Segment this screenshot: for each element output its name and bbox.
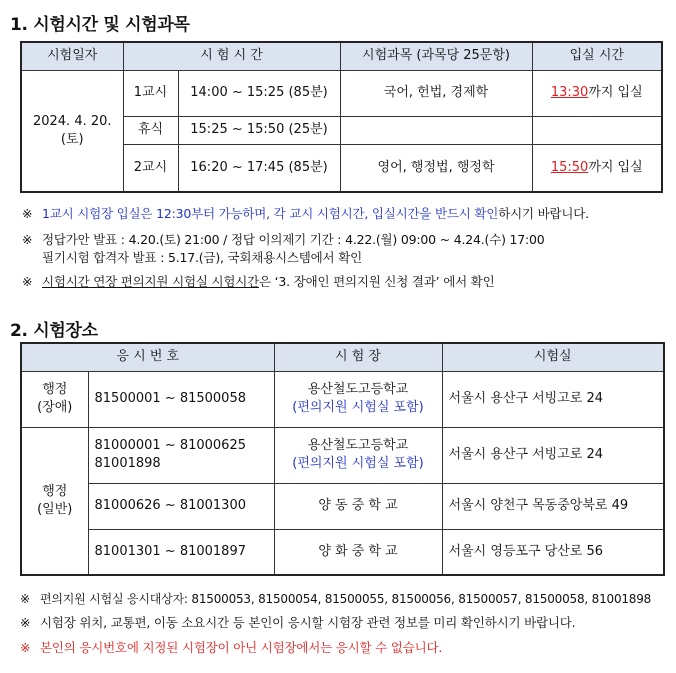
note-results-line2: 필기시험 합격자 발표 : 5.17.(금), 국회채용시스템에서 확인 [42,250,362,265]
note-location [20,614,575,632]
venue-cell [274,529,442,575]
numbers-cell [88,483,274,529]
venue-cell [274,371,442,427]
entry-cell [532,144,662,192]
entry-suffix: 까지 입실 [588,85,643,101]
schedule-header-row [21,42,662,70]
entry-time: 13:30 [550,85,589,101]
note-mark: ※ [20,615,31,630]
number-range: 81000001 ~ 81000625 [94,438,246,454]
venue-name: 양 화 중 학 교 [318,543,398,559]
note-mark: ※ [20,640,31,655]
group-sublabel: (장애) [37,400,73,415]
exam-venue-table [20,342,665,576]
group-sublabel: (일반) [37,501,73,517]
venue-row [21,371,664,427]
venue-name: 용산철도고등학교 [307,382,409,398]
time-cell: 16:20 ~ 17:45 (85분) [178,144,340,192]
section2-title: 2. 시험장소 [10,321,98,341]
group-general [21,427,88,575]
subjects-cell [340,116,532,144]
period-cell: 휴식 [123,116,178,144]
note-extension-rest: 은 ‘3. 장애인 편의지원 신청 결과’ 에서 확인 [258,274,495,289]
numbers-cell [88,371,274,427]
note-mark: ※ [22,274,33,289]
note-warning-text: 본인의 응시번호에 지정된 시험장이 아닌 시험장에서는 응시할 수 없습니다. [40,640,443,655]
exam-schedule-table [20,41,663,193]
numbers-cell [88,427,274,483]
venue-name: 양 동 중 학 교 [318,498,398,514]
note-entry-rest: 하시기 바랍니다. [498,206,589,221]
group-label: 행정 [42,382,68,398]
subjects-cell: 영어, 행정법, 행정학 [340,144,532,192]
number-range: 81500001 ~ 81500058 [94,391,246,407]
group-label: 행정 [42,484,68,500]
numbers-cell [88,529,274,575]
venue-row [21,483,664,529]
venue-row [21,427,664,483]
header-time: 시 험 시 간 [123,42,340,70]
period-cell: 1교시 [123,70,178,116]
venue-cell [274,427,442,483]
venue-name: 용산철도고등학교 [307,438,409,454]
note-mark: ※ [22,232,33,247]
address-cell: 서울시 용산구 서빙고로 24 [442,371,664,427]
header-venue: 시 험 장 [274,343,442,371]
exam-date-cell [21,70,123,192]
number-range: 81000626 ~ 81001300 [94,498,246,514]
number-extra: 81001898 [94,456,161,471]
venue-cell [274,483,442,529]
header-subjects: 시험과목 (과목당 25문항) [340,42,532,70]
note-mark: ※ [20,592,30,606]
note-results [22,231,545,267]
period-cell: 2교시 [123,144,178,192]
header-date: 시험일자 [21,42,123,70]
address-cell: 서울시 양천구 목동중앙북로 49 [442,483,664,529]
venue-note: (편의지원 시험실 포함) [292,400,424,415]
note-support-list [20,590,651,608]
note-extension-link: 시험시간 연장 편의지원 시험실 시험시간 [42,274,259,289]
header-numbers: 응 시 번 호 [21,343,274,371]
entry-time: 15:50 [550,159,589,175]
note-extension [22,273,494,291]
note-entry-highlight: 1교시 시험장 입실은 12:30부터 가능하며, 각 교시 시험시간, 입실시간을 반드시 확인 [42,206,499,221]
venue-row [21,529,664,575]
exam-date: 2024. 4. 20. [32,114,112,130]
entry-suffix: 까지 입실 [588,159,643,175]
time-cell: 15:25 ~ 15:50 (25분) [178,116,340,144]
number-range: 81001301 ~ 81001897 [94,543,246,559]
address-cell: 서울시 영등포구 당산로 56 [442,529,664,575]
entry-cell [532,70,662,116]
address-cell: 서울시 용산구 서빙고로 24 [442,427,664,483]
group-disabled [21,371,88,427]
section1-title: 1. 시험시간 및 시험과목 [10,15,190,35]
schedule-row [21,70,662,116]
note-location-text: 시험장 위치, 교통편, 이동 소요시간 등 본인이 응시할 시험장 관련 정보를 미리 확인하시기 바랍니다. [40,615,576,630]
note-entry [22,205,589,223]
time-cell: 14:00 ~ 15:25 (85분) [178,70,340,116]
entry-cell [532,116,662,144]
note-mark: ※ [22,206,33,221]
note-results-line1: 정답가안 발표 : 4.20.(토) 21:00 / 정답 이의제기 기간 : 4.22.(월) 09:00 ~ 4.24.(수) 17:00 [42,232,545,247]
venue-note: (편의지원 시험실 포함) [292,456,424,471]
subjects-cell: 국어, 헌법, 경제학 [340,70,532,116]
exam-day: (토) [60,131,84,147]
venue-header-row [21,343,664,371]
header-room: 시험실 [442,343,664,371]
note-support-text: 편의지원 시험실 응시대상자: 81500053, 81500054, 81500055, 81500056, 81500057, 81500058, 81001898 [40,592,652,606]
note-warning [20,639,442,657]
header-entry: 입실 시간 [532,42,662,70]
